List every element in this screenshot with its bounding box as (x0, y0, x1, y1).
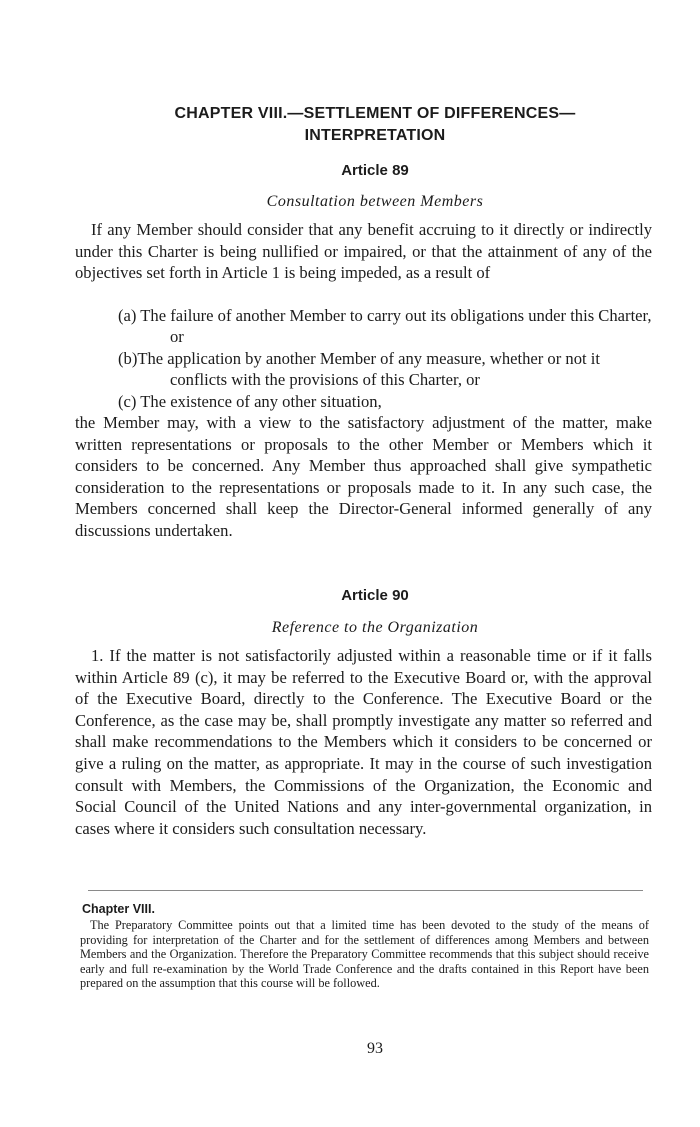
footnote-title: Chapter VIII. (82, 902, 155, 916)
page-number: 93 (367, 1040, 383, 1057)
article-89-item-c: (c) The existence of any other situation, (118, 392, 382, 411)
article-89-subtitle: Consultation between Members (266, 193, 484, 210)
article-89-item-a: (a) The failure of another Member to carry out its obligations under this Charter, or (118, 306, 652, 347)
article-89-item-b: (b)The application by another Member of any measure, whether or not it conflicts with the provisions of this Charter, or (118, 349, 600, 390)
footnote-divider (88, 890, 643, 891)
article-90-paragraph-1: 1. If the matter is not satisfactorily adjusted within a reasonable time or if it falls within Article 89 (c), it may be referred to the Executive Board or, with the approval of the Executive Board, directly to the Conference. The Executive Board or the Conference, as the case may be, shall promptly investigate any matter so referred and shall make recommendations to the Members which it considers to be concerned or give a ruling on the matter, as appropriate. It may in the course of such investigation consult with Members, the Commissions of the Organization, the Economic and Social Council of the United Nations and any inter-governmental organization, in cases where it considers such consultation necessary. (75, 646, 652, 838)
footnote-text (80, 918, 649, 991)
article-90-subtitle: Reference to the Organization (271, 619, 479, 636)
article-89-title: Article 89 (341, 162, 409, 179)
chapter-heading-line1: CHAPTER VIII.—SETTLEMENT OF DIFFERENCES— (174, 105, 576, 122)
chapter-heading-line2: INTERPRETATION (304, 127, 446, 144)
article-89-conclusion: the Member may, with a view to the satisfactory adjustment of the matter, make written representations or proposals to the other Member or Members which it considers to be concerned. Any Member thus approached shall give sympathetic consideration to the representations or proposals made to it. In any such case, the Members concerned shall keep the Director-General informed generally of any discussions undertaken. (75, 413, 652, 540)
article-90-title: Article 90 (341, 587, 409, 604)
footnote-body: The Preparatory Committee points out that a limited time has been devoted to the study of the means of providing for interpretation of the Charter and for the settlement of differences among Members and between Members and the Organization. Therefore the Preparatory Committee recommends that this subject should receive early and full re-examination by the World Trade Conference and the drafts contained in this Report have been prepared on the assumption that this course will be followed. (80, 918, 649, 991)
article-89-intro: If any Member should consider that any benefit accruing to it directly or indirectly under this Charter is being nullified or impaired, or that the attainment of any of the objectives set forth in Article 1 is being impeded, as a result of (75, 220, 652, 283)
